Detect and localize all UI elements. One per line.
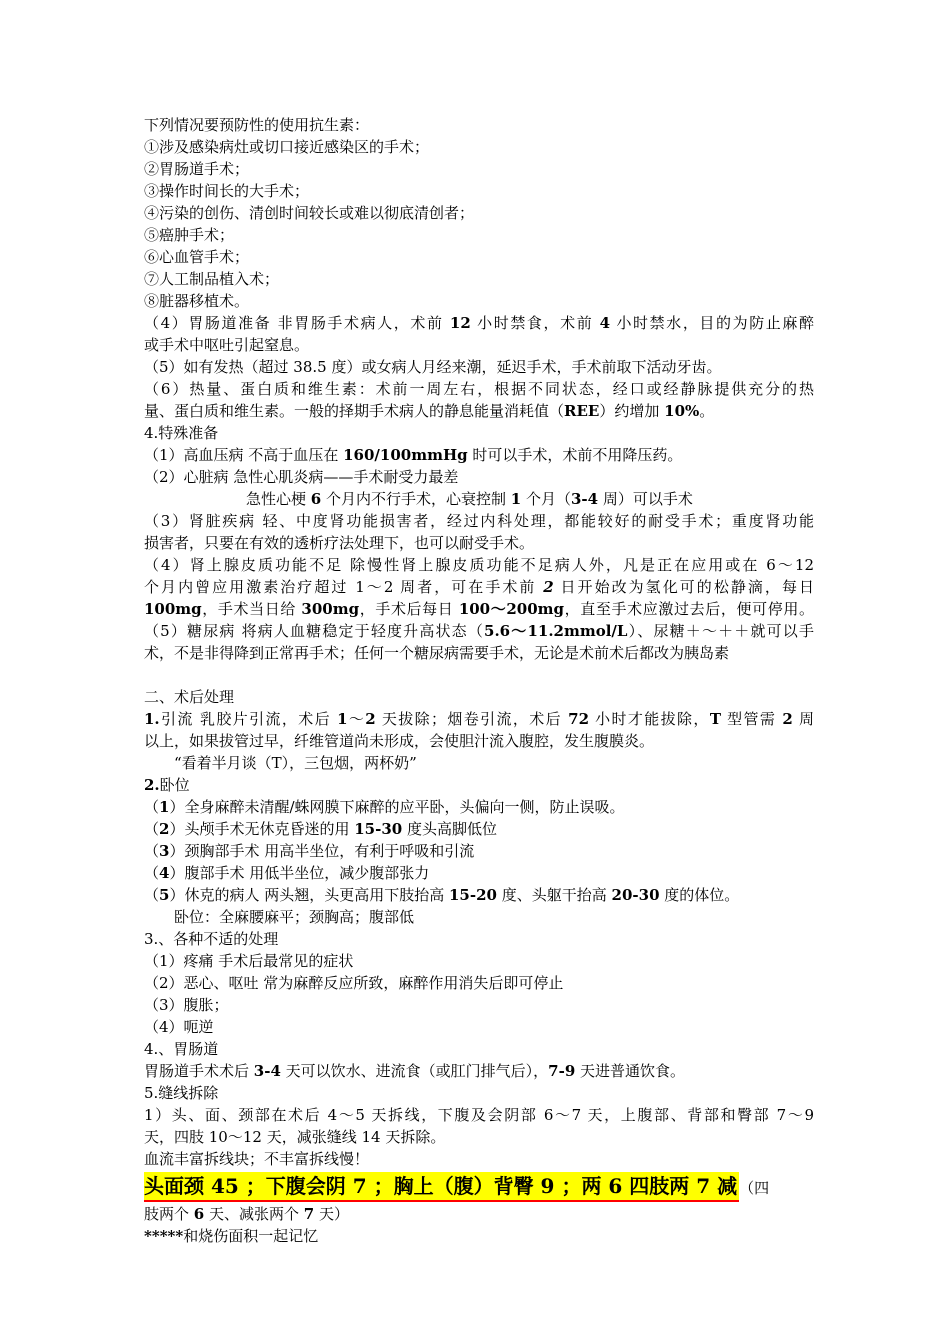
paragraph-line xyxy=(144,598,814,620)
paragraph-line xyxy=(144,1203,814,1225)
value: 2 xyxy=(365,710,376,728)
text: ）颈胸部手术 用高半坐位，有利于呼吸和引流 xyxy=(169,842,475,860)
text: （5）糖尿病 将病人血糖稳定于轻度升高状态（ xyxy=(144,622,485,640)
text: 度头高脚低位 xyxy=(402,820,497,838)
list-item: （2）头颅手术无休克昏迷的用 15-30 度头高脚低位 xyxy=(144,820,497,838)
text: 度、头躯干抬高 xyxy=(496,886,612,904)
text: 个月内曾应用激素治疗超过 1～2 周者，可在手术前 xyxy=(144,578,544,596)
list-item: （3）腹胀； xyxy=(144,996,229,1014)
text: （4）胃肠道准备 非胃肠手术病人，术前 xyxy=(144,314,450,332)
list-item: （4）呃逆 xyxy=(144,1018,214,1036)
value: T xyxy=(709,710,721,728)
text: ）全身麻醉未清醒/蛛网膜下麻醉的应平卧，头偏向一侧，防止误吸。 xyxy=(169,798,625,816)
list-item: ①涉及感染病灶或切口接近感染区的手术； xyxy=(144,138,430,156)
value: 15-30 xyxy=(354,820,403,838)
text: 个月内不行手术，心衰控制 xyxy=(321,490,511,508)
text: 小时才能拔除， xyxy=(589,710,710,728)
list-item: （1）全身麻醉未清醒/蛛网膜下麻醉的应平卧，头偏向一侧，防止误吸。 xyxy=(144,798,625,816)
text: ，直至手术应激过去后，便可停用。 xyxy=(564,600,814,618)
section-heading: 4.特殊准备 xyxy=(144,424,219,442)
value: 5.6～11.2mmol/L xyxy=(484,622,628,640)
text: 小时禁水，目的为防止麻醉 xyxy=(610,314,814,332)
paragraph-hypertension xyxy=(144,444,814,466)
text: 。 xyxy=(699,402,715,420)
section-heading: 4.、胃肠道 xyxy=(144,1040,219,1058)
value: 15-20 xyxy=(449,886,497,904)
text: ）、尿糖＋～＋＋就可以手 xyxy=(627,622,814,640)
text: 天拔除；烟卷引流，术后 xyxy=(375,710,569,728)
text: 日开始改为氢化可的松静滴，每日 xyxy=(553,578,814,596)
text: 周）可以手术 xyxy=(598,490,693,508)
value: 2 xyxy=(543,578,554,596)
value: 72 xyxy=(568,710,590,728)
text: 卧位 xyxy=(159,776,190,794)
text: 急性心梗 xyxy=(246,490,311,508)
section-heading: 5.缝线拆除 xyxy=(144,1084,219,1102)
value: REE xyxy=(564,402,600,420)
paragraph-fever: （5）如有发热（超过 38.5 度）或女病人月经来潮，延迟手术，手术前取下活动牙齿。 xyxy=(144,358,722,376)
list-item: （1）疼痛 手术后最常见的症状 xyxy=(144,952,354,970)
paragraph-gi-prep xyxy=(144,312,814,334)
paragraph-line: 天，四肢 10～12 天，减张缝线 14 天拆除。 xyxy=(144,1128,446,1146)
section-heading: 3.、各种不适的处理 xyxy=(144,930,279,948)
value: 2 xyxy=(782,710,793,728)
value: 6 xyxy=(193,1205,205,1223)
number: 5 xyxy=(159,886,170,904)
text: 时可以手术，术前不用降压药。 xyxy=(467,446,683,464)
text: 量、蛋白质和维生素。一般的择期手术病人的静息能量消耗值（ xyxy=(144,402,565,420)
list-item: （3）颈胸部手术 用高半坐位，有利于呼吸和引流 xyxy=(144,842,475,860)
number: 1. xyxy=(144,710,160,728)
paragraph-heart: （2）心脏病 急性心肌炎病——手术耐受力最差 xyxy=(144,468,459,486)
text: 个月（ xyxy=(521,490,571,508)
value: 3-4 xyxy=(570,490,599,508)
text: ）约增加 xyxy=(599,402,665,420)
value: 100mg xyxy=(144,600,202,618)
list-item: （2）恶心、呕吐 常为麻醉反应所致，麻醉作用消失后即可停止 xyxy=(144,974,564,992)
paragraph-suture: 1）头、面、颈部在术后 4～5 天拆线，下腹及会阴部 6～7 天，上腹部、背部和臀部 7～9 xyxy=(144,1106,814,1124)
value: 6 xyxy=(310,490,322,508)
value: 12 xyxy=(449,314,471,332)
paragraph-line: 或手术中呕吐引起窒息。 xyxy=(144,336,310,354)
paragraph-line: 以上，如果拔管过早，纤维管道尚未形成，会使胆汁流入腹腔，发生腹膜炎。 xyxy=(144,732,655,750)
value: 1 xyxy=(510,490,522,508)
highlighted-mnemonic xyxy=(144,1172,814,1203)
text: ）腹部手术 用低半坐位，减少腹部张力 xyxy=(169,864,430,882)
spacer xyxy=(144,664,814,686)
value: 3-4 xyxy=(253,1062,281,1080)
value: 160/100mmHg xyxy=(343,446,468,464)
number: 1 xyxy=(159,798,170,816)
highlight-text: 头面颈 45 ；下腹会阴 7 ；胸上（腹）背臀 9 ；两 6 四肢两 7 减 xyxy=(144,1172,739,1202)
paragraph-nutrition: （6）热量、蛋白质和维生素：术前一周左右，根据不同状态，经口或经静脉提供充分的热 xyxy=(144,380,814,398)
paragraph-drainage xyxy=(144,708,814,730)
number: 3 xyxy=(159,842,170,860)
text: 型管需 xyxy=(720,710,783,728)
list-item: ④污染的创伤、清创时间较长或难以彻底清创者； xyxy=(144,204,475,222)
value: 10% xyxy=(664,402,700,420)
paragraph-adrenal: （4）肾上腺皮质功能不足 除慢性肾上腺皮质功能不足病人外，凡是正在应用或在 6～12 xyxy=(144,556,814,574)
text: （四 xyxy=(739,1179,770,1197)
list-item: ②胃肠道手术； xyxy=(144,160,250,178)
paragraph-kidney: （3）肾脏疾病 轻、中度肾功能损害者，经过内科处理，都能较好的耐受手术；重度肾功能 xyxy=(144,512,814,530)
document-body xyxy=(144,114,814,1247)
section-heading: 二、术后处理 xyxy=(144,688,235,706)
stars: ***** xyxy=(144,1227,184,1245)
text: 引流 乳胶片引流，术后 xyxy=(159,710,338,728)
summary: 卧位：全麻腰麻平；颈胸高；腹部低 xyxy=(174,908,415,926)
text: （1）高血压病 不高于血压在 xyxy=(144,446,344,464)
text: ，手术当日给 xyxy=(201,600,302,618)
value: 4 xyxy=(599,314,611,332)
text: ）休克的病人 两头翘，头更高用下肢抬高 xyxy=(169,886,449,904)
list-item: （5）休克的病人 两头翘，头更高用下肢抬高 15-20 度、头躯干抬高 20-30 度的体位。 xyxy=(144,886,740,904)
text: 度的体位。 xyxy=(659,886,740,904)
text: ～ xyxy=(347,710,366,728)
value: 7-9 xyxy=(548,1062,576,1080)
paragraph-line xyxy=(144,1225,814,1247)
list-item: （4）腹部手术 用低半坐位，减少腹部张力 xyxy=(144,864,430,882)
section-heading xyxy=(144,774,814,796)
paragraph-diabetes xyxy=(144,620,814,642)
paragraph-line: 术，不是非得降到正常再手术；任何一个糖尿病需要手术，无论是术前术后都改为胰岛素 xyxy=(144,644,730,662)
text: 胃肠道手术术后 xyxy=(144,1062,254,1080)
number: 2. xyxy=(144,776,160,794)
list-item: ⑥心血管手术； xyxy=(144,248,250,266)
paragraph-gi xyxy=(144,1060,814,1082)
text: ，手术后每日 xyxy=(359,600,459,618)
list-item: ⑦人工制品植入术； xyxy=(144,270,280,288)
value: 7 xyxy=(303,1205,315,1223)
list-item: ⑤癌肿手术； xyxy=(144,226,235,244)
list-item: ⑧脏器移植术。 xyxy=(144,292,250,310)
list-item: ③操作时间长的大手术； xyxy=(144,182,310,200)
text: 天） xyxy=(314,1205,349,1223)
value: 20-30 xyxy=(611,886,660,904)
value: 100～200mg xyxy=(458,600,565,618)
paragraph-line xyxy=(144,576,814,598)
mnemonic: “看着半月谈（T），三包烟，两杯奶” xyxy=(174,754,417,772)
text: 天、减张两个 xyxy=(204,1205,304,1223)
paragraph-heart-mi xyxy=(144,488,814,510)
paragraph-line xyxy=(144,400,814,422)
paragraph-line: 损害者，只要在有效的透析疗法处理下，也可以耐受手术。 xyxy=(144,534,535,552)
text: 小时禁食，术前 xyxy=(470,314,600,332)
text: 周 xyxy=(792,710,814,728)
text: 和烧伤面积一起记忆 xyxy=(183,1227,319,1245)
intro-title: 下列情况要预防性的使用抗生素： xyxy=(144,116,370,134)
value: 300mg xyxy=(301,600,360,618)
number: 2 xyxy=(159,820,170,838)
paragraph-line: 血流丰富拆线块；不丰富拆线慢！ xyxy=(144,1150,370,1168)
text: 天进普通饮食。 xyxy=(575,1062,686,1080)
number: 4 xyxy=(159,864,170,882)
text: ）头颅手术无休克昏迷的用 xyxy=(169,820,355,838)
text: 肢两个 xyxy=(144,1205,194,1223)
value: 1 xyxy=(337,710,348,728)
text: 天可以饮水、进流食（或肛门排气后）， xyxy=(280,1062,549,1080)
